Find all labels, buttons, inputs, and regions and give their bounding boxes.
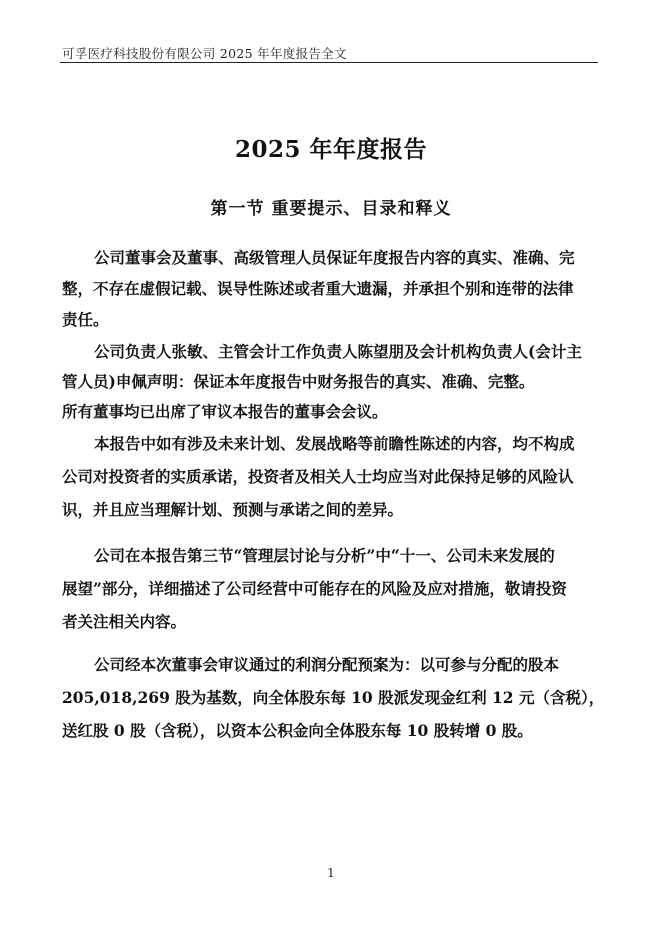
paragraph-line: 管人员)申佩声明：保证本年度报告中财务报告的真实、准确、完整。 <box>62 372 535 391</box>
running-header: 可孚医疗科技股份有限公司 2025 年年度报告全文 <box>62 46 347 61</box>
paragraph-line: 公司经本次董事会审议通过的利润分配预案为：以可参与分配的股本 <box>94 655 560 674</box>
page-number: 1 <box>327 866 335 880</box>
paragraph-line: 所有董事均已出席了审议本报告的董事会会议。 <box>62 402 388 421</box>
paragraph-line: 责任。 <box>62 310 109 329</box>
paragraph-line: 公司负责人张敏、主管会计工作负责人陈望朋及会计机构负责人(会计主 <box>94 342 582 361</box>
paragraph-line: 公司在本报告第三节“管理层讨论与分析”中“十一、公司未来发展的 <box>94 546 555 565</box>
paragraph-profit-distribution <box>62 648 605 747</box>
paragraph-forward-looking <box>62 427 602 526</box>
paragraph-line: 识，并且应当理解计划、预测与承诺之间的差异。 <box>62 500 404 519</box>
section-title: 第一节 重要提示、目录和释义 <box>210 199 452 219</box>
report-title: 2025 年年度报告 <box>234 136 428 163</box>
paragraph-line: 公司对投资者的实质承诺，投资者及相关人士均应当对此保持足够的风险认 <box>62 467 574 486</box>
paragraph-line: 本报告中如有涉及未来计划、发展战略等前瞻性陈述的内容，均不构成 <box>94 434 575 453</box>
paragraph-line: 送红股 0 股（含税），以资本公积金向全体股东每 10 股转增 0 股。 <box>62 721 533 740</box>
paragraph-line: 公司董事会及董事、高级管理人员保证年度报告内容的真实、准确、完 <box>94 248 575 267</box>
paragraph-line: 整，不存在虚假记载、误导性陈述或者重大遗漏，并承担个别和连带的法律 <box>62 279 574 298</box>
paragraph-line: 展望”部分，详细描述了公司经营中可能存在的风险及应对措施，敬请投资 <box>62 579 567 598</box>
paragraph-risk-notice <box>62 539 602 638</box>
paragraph-directors-guarantee <box>62 242 602 335</box>
paragraph-line: 205,018,269 股为基数，向全体股东每 10 股派发现金红利 12 元（含税）， <box>62 688 605 707</box>
paragraph-responsible-persons <box>62 337 602 427</box>
paragraph-line: 者关注相关内容。 <box>62 612 187 631</box>
header-divider <box>60 62 598 63</box>
